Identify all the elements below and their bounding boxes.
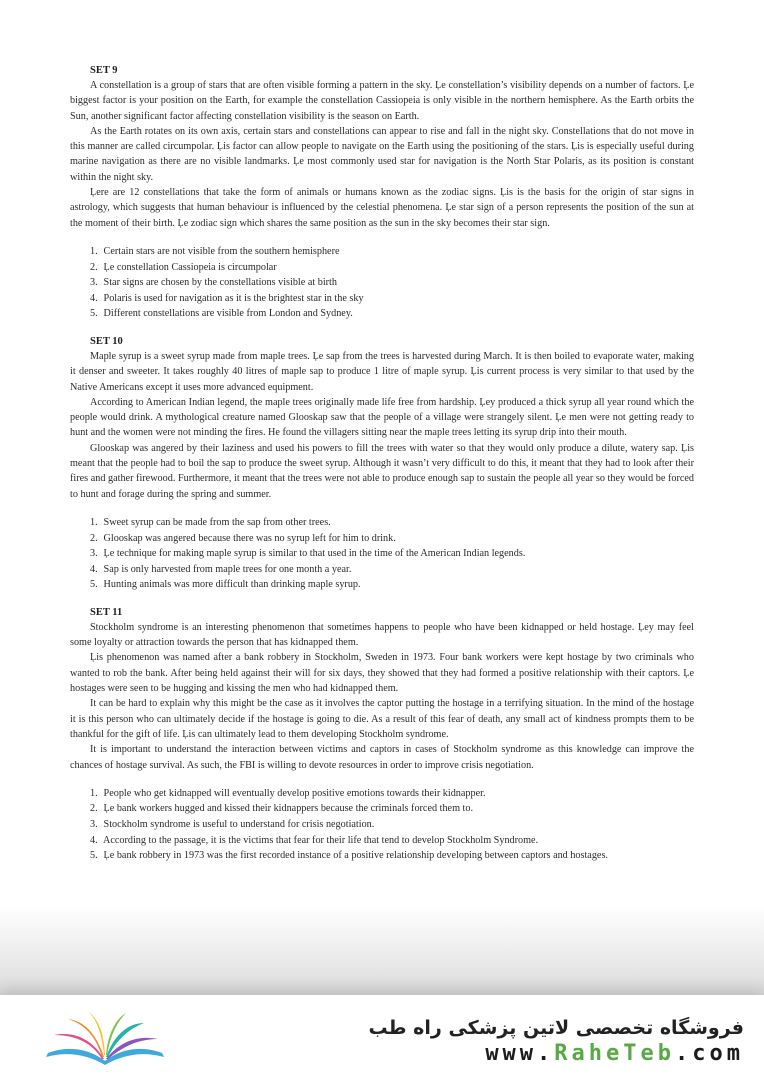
statement-item: 5. Ļe bank robbery in 1973 was the first recorded instance of a positive relationship developing between captors and hostages. [90,850,608,862]
statement-item: 3. Star signs are chosen by the constellations visible at birth [90,277,337,289]
statement-list [70,515,694,593]
set-9 [70,64,694,322]
set-10 [70,335,694,593]
set-11 [70,606,694,864]
statement-item: 5. Hunting animals was more difficult than drinking maple syrup. [90,579,361,591]
paragraph: A constellation is a group of stars that are often visible forming a pattern in the sky. Ļe constellation’s visibility depends on a number of factors. Ļe biggest factor is your position on the Earth, for example the constellation Cassiopeia is only visible in the northern hemisphere. As the Earth orbits the Sun, another significant factor affecting constellation visibility is the season on Earth. [70,80,694,122]
paragraph: It is important to understand the interaction between victims and captors in cases of Stockholm syndrome as this knowledge can improve the chances of hostage survival. As such, the FBI is willing to devote resources in order to improve crisis negotiation. [70,744,694,771]
paragraph: Maple syrup is a sweet syrup made from maple trees. Ļe sap from the trees is harvested during March. It is then boiled to evaporate water, making it denser and sweeter. It takes roughly 40 litres of maple sap to produce 1 litre of maple syrup. Ļis current process is very similar to that used by the Native Americans except it uses more advanced equipment. [70,350,694,393]
statement-item: 4. According to the passage, it is the victims that fear for their life that tend to develop Stockholm Syndrome. [90,834,539,846]
set-title: SET 10 [90,335,123,347]
shop-name: فروشگاه تخصصی لاتین پزشکی راه طب [368,1017,744,1039]
page-shadow [0,905,764,1005]
set-title: SET 11 [90,606,123,618]
statement-item: 4. Sap is only harvested from maple trees for one month a year. [90,563,352,575]
open-book-icon [40,1009,170,1069]
statement-item: 1. People who get kidnapped will eventually develop positive emotions towards their kidnapper. [90,787,486,799]
statement-item: 1. Certain stars are not visible from the southern hemisphere [90,245,340,257]
paragraph: Stockholm syndrome is an interesting phenomenon that sometimes happens to people who have been kidnapped or held hostage. Ļey may feel some loyalty or attraction towards the person that has kidnapped them. [70,621,694,649]
statement-item: 5. Different constellations are visible from London and Sydney. [90,308,353,320]
statement-item: 1. Sweet syrup can be made from the sap from other trees. [90,516,331,528]
paragraph: Ļere are 12 constellations that take the form of animals or humans known as the zodiac signs. Ļis is the basis for the origin of star signs in astrology, which suggests that human behaviour is influenced by the celestial phenomena. Ļe star sign of a person represents the position of the sun at the moment of their birth. Ļe zodiac sign which shares the same position as the sun in the sky becomes their star sign. [70,187,694,229]
statement-item: 3. Stockholm syndrome is useful to understand for crisis negotiation. [90,819,375,831]
footer-banner [0,995,764,1080]
statement-list [70,786,694,864]
paragraph: As the Earth rotates on its own axis, certain stars and constellations can appear to rise and fall in the night sky. Constellations that do not move in this manner are called circumpolar. Ļis factor can allow people to navigate on the Earth using the positioning of the stars. Ļis is especially useful during marine navigation as there are no visible landmarks. Ļe most commonly used star for navigation is the North Star Polaris, as its position is constant within the night sky. [70,125,694,183]
paragraph: Ļis phenomenon was named after a bank robbery in Stockholm, Sweden in 1973. Four bank workers were kept hostage by two criminals who wanted to rob the bank. After being held against their will for six days, they showed that they had formed a positive relationship with their captors. Ļe hostages were seen to be hugging and kissing the men who had kidnapped them. [70,652,694,695]
statement-item: 3. Ļe technique for making maple syrup is similar to that used in the time of the American Indian legends. [90,548,526,560]
set-title: SET 9 [90,65,118,76]
statement-item: 2. Ļe constellation Cassiopeia is circumpolar [90,261,277,273]
statement-item: 2. Glooskap was angered because there was no syrup left for him to drink. [90,532,396,544]
statement-item: 2. Ļe bank workers hugged and kissed their kidnappers because the criminals forced them to. [90,803,474,815]
paragraph: According to American Indian legend, the maple trees originally made life free from hardship. Ļey produced a thick syrup all year round which the people would drink. A mythological creature named Glooskap saw that the people of a village were strangely silent. Ļe men were not getting ready to hunt and the women were not minding the fires. He found the villagers sitting near the maple trees letting its syrup drip into their mouth. [70,396,694,439]
document-content [70,64,694,864]
website-url: www.RaheTeb.com [485,1041,744,1066]
statement-item: 4. Polaris is used for navigation as it is the brightest star in the sky [90,292,364,304]
statement-list [70,244,694,322]
paragraph: Glooskap was angered by their laziness and used his powers to fill the trees with water so that they would only produce a dilute, watery sap. Ļis meant that the people had to boil the sap to produce the sweet syrup. Although it wasn’t very difficult to do this, it meant that they had to look after their fires and gather firewood. Furthermore, it meant that the trees were not able to produce enough sap to sustain the people all year so they would be forced to hunt and forage during the spring and summer. [70,442,694,500]
paragraph: It can be hard to explain why this might be the case as it involves the captor putting the hostage in a terrifying situation. In the mind of the hostage it is this person who can ultimately decide if the hostage is going to die. As a result of this fear of death, any small act of kindness prompts them to be thankful for the gift of life. Ļis can ultimately lead to them developing Stockholm syndrome. [70,698,694,740]
